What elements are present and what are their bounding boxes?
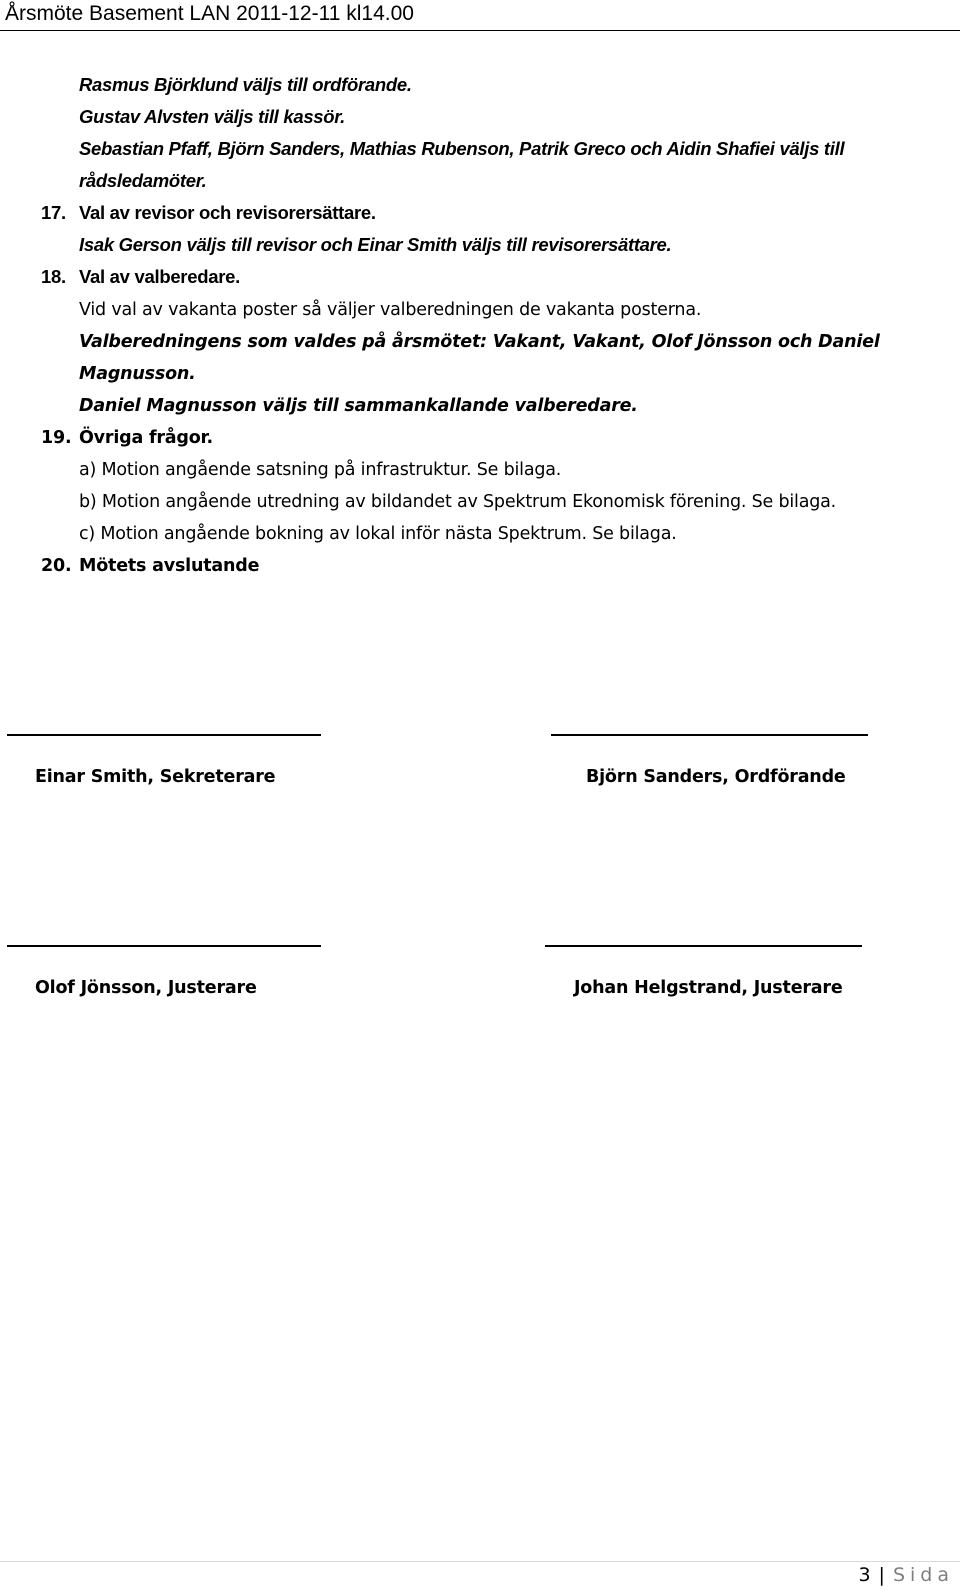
agenda-item-number: 20. (41, 556, 72, 576)
signature-name-adjuster-2: Johan Helgstrand, Justerare (574, 978, 843, 998)
decision-convener: Daniel Magnusson väljs till sammankallande valberedare. (79, 396, 638, 416)
page-footer (858, 1563, 954, 1587)
page-label: Sida (892, 1564, 954, 1586)
signature-name-chairman: Björn Sanders, Ordförande (586, 767, 846, 787)
signature-line-adjuster-2 (545, 945, 862, 947)
decision-board-members: Sebastian Pfaff, Björn Sanders, Mathias Rubenson, Patrik Greco och Aidin Shafiei väljs till (79, 138, 845, 159)
decision-board-members-cont: rådsledamöter. (79, 170, 207, 191)
decision-auditor: Isak Gerson väljs till revisor och Einar Smith väljs till revisorersättare. (79, 234, 672, 255)
signature-name-adjuster-1: Olof Jönsson, Justerare (35, 978, 257, 998)
signature-name-secretary: Einar Smith, Sekreterare (35, 767, 276, 787)
decision-nomination-committee: Valberedningens som valdes på årsmötet: Vakant, Vakant, Olof Jönsson och Daniel (79, 332, 880, 352)
agenda-item-number: 18. (41, 266, 66, 287)
agenda-item-title: Val av valberedare. (79, 266, 240, 287)
footer-separator: | (878, 1564, 885, 1586)
agenda-item-19 (41, 426, 213, 450)
agenda-item-title: Övriga frågor. (79, 428, 213, 448)
agenda-item-number: 19. (41, 428, 72, 448)
agenda-item-title: Val av revisor och revisorersättare. (79, 202, 376, 223)
footer-divider (0, 1561, 960, 1562)
agenda-item-title: Mötets avslutande (79, 556, 260, 576)
decision-nomination-committee-cont: Magnusson. (79, 364, 196, 384)
signature-line-chairman (551, 734, 868, 736)
page-number: 3 (858, 1564, 871, 1586)
document-header-title: Årsmöte Basement LAN 2011-12-11 kl14.00 (5, 2, 414, 25)
paragraph-vacant-posts: Vid val av vakanta poster så väljer valberedningen de vakanta posterna. (79, 300, 702, 320)
decision-treasurer: Gustav Alvsten väljs till kassör. (79, 106, 346, 127)
decision-chairman: Rasmus Björklund väljs till ordförande. (79, 74, 412, 95)
header-divider (0, 30, 960, 31)
agenda-item-20 (41, 554, 259, 578)
signature-line-adjuster-1 (7, 945, 321, 947)
agenda-item-18 (41, 265, 240, 289)
signature-line-secretary (7, 734, 321, 736)
agenda-item-17 (41, 201, 376, 225)
motion-a: a) Motion angående satsning på infrastruktur. Se bilaga. (79, 460, 562, 480)
motion-b: b) Motion angående utredning av bildandet av Spektrum Ekonomisk förening. Se bilaga. (79, 492, 837, 512)
motion-c: c) Motion angående bokning av lokal inför nästa Spektrum. Se bilaga. (79, 524, 677, 544)
agenda-item-number: 17. (41, 202, 66, 223)
